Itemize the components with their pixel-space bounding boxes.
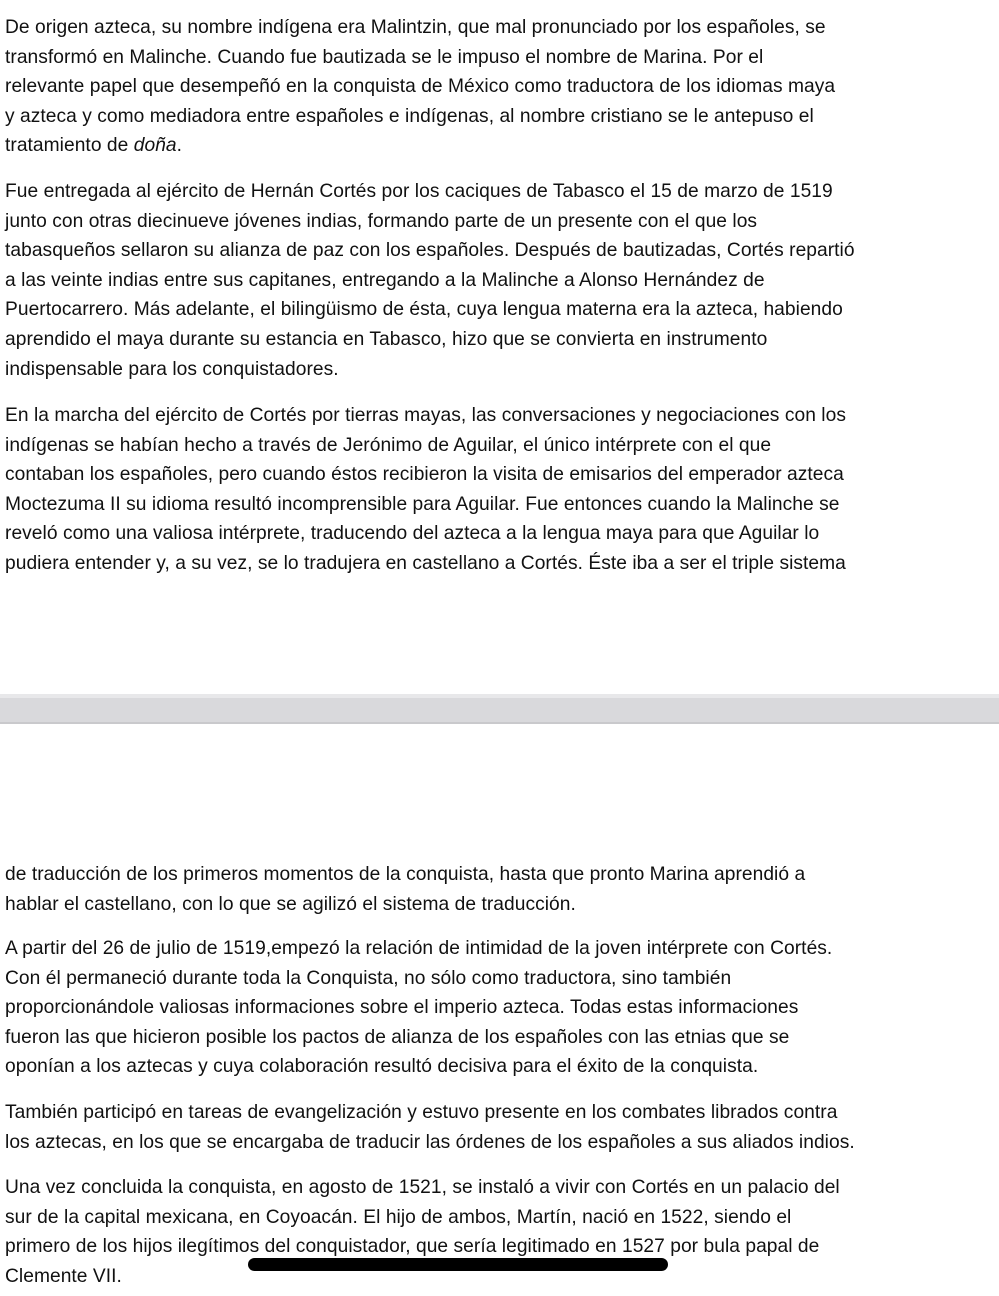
text-line: indispensable para los conquistadores. [5,358,339,380]
text-line: De origen azteca, su nombre indígena era Malintzin, que mal pronunciado por los españoles, se [5,17,826,38]
text-line: a las veinte indias entre sus capitanes, entregando a la Malinche a Alonso Hernández de [5,269,765,291]
text-run: . [176,135,183,157]
paragraph-coyoacan [5,1173,905,1291]
text-line: indígenas se habían hecho a través de Jerónimo de Aguilar, el único intérprete con el que [5,434,772,456]
paragraph-march [5,401,905,579]
text-line: A partir del 26 de julio de 1519,empezó la relación de intimidad de la joven intérprete con Cortés. [5,938,833,959]
text-line: Fue entregada al ejército de Hernán Cortés por los caciques de Tabasco el 15 de marzo de 1519 [5,181,833,202]
text-line: Clemente VII. [5,1265,122,1287]
italic-word: doña [133,135,177,157]
text-line: reveló como una valiosa intérprete, traducendo del azteca a la lengua maya para que Aguilar lo [5,523,820,545]
text-line: Moctezuma II su idioma resultó incomprensible para Aguilar. Fue entonces cuando la Malinche se [5,493,840,515]
text-line: tabasqueños sellaron su alianza de paz con los españoles. Después de bautizadas, Cortés repartió [5,240,855,262]
text-line [5,131,905,161]
text-line: aprendido el maya durante su estancia en Tabasco, hizo que se convierta en instrumento [5,328,768,350]
text-line: También participó en tareas de evangelización y estuvo presente en los combates librados contra [5,1102,838,1123]
text-line: de traducción de los primeros momentos de la conquista, hasta que pronto Marina aprendió a [5,864,806,885]
paragraph-origin [5,13,905,161]
text-line: Puertocarrero. Más adelante, el bilingüismo de ésta, cuya lengua materna era la azteca, habiendo [5,299,843,321]
page-break-gap [0,694,999,724]
text-line: junto con otras diecinueve jóvenes indias, formando parte de un presente con el que los [5,210,758,232]
text-line: los aztecas, en los que se encargaba de traducir las órdenes de los españoles a sus aliados indios. [5,1131,855,1153]
text-line: transformó en Malinche. Cuando fue bautizada se le impuso el nombre de Marina. Por el [5,46,764,68]
paragraph-intimacy [5,934,905,1082]
text-line: proporcionándole valiosas informaciones sobre el imperio azteca. Todas estas informaciones [5,997,799,1019]
text-line: Con él permaneció durante toda la Conquista, no sólo como traductora, sino también [5,967,732,989]
text-line: primero de los hijos ilegítimos del conquistador, que sería legitimado en 1527 por bula papal de [5,1236,820,1258]
text-line: Una vez concluida la conquista, en agosto de 1521, se instaló a vivir con Cortés en un palacio del [5,1177,840,1198]
text-line: fueron las que hicieron posible los pactos de alianza de los españoles con las etnias que se [5,1026,790,1048]
text-line: sur de la capital mexicana, en Coyoacán. El hijo de ambos, Martín, nació en 1522, siendo el [5,1206,792,1228]
text-line: y azteca y como mediadora entre españoles e indígenas, al nombre cristiano se le antepuso el [5,105,814,127]
text-line: En la marcha del ejército de Cortés por tierras mayas, las conversaciones y negociaciones con los [5,405,846,426]
paragraph-delivery [5,177,905,384]
text-line: hablar el castellano, con lo que se agilizó el sistema de traducción. [5,893,576,915]
redaction-marker-stroke [248,1258,668,1271]
text-run: tratamiento de [5,135,134,157]
text-line: contaban los españoles, pero cuando éstos recibieron la visita de emisarios del emperador azteca [5,464,844,486]
text-line: pudiera entender y, a su vez, se lo tradujera en castellano a Cortés. Éste iba a ser el triple sistema [5,552,846,574]
paragraph-evangelization [5,1098,905,1157]
text-line: relevante papel que desempeñó en la conquista de México como traductora de los idiomas maya [5,76,836,98]
paragraph-translation [5,860,905,919]
text-line: oponían a los aztecas y cuya colaboración resultó decisiva para el éxito de la conquista. [5,1056,759,1078]
